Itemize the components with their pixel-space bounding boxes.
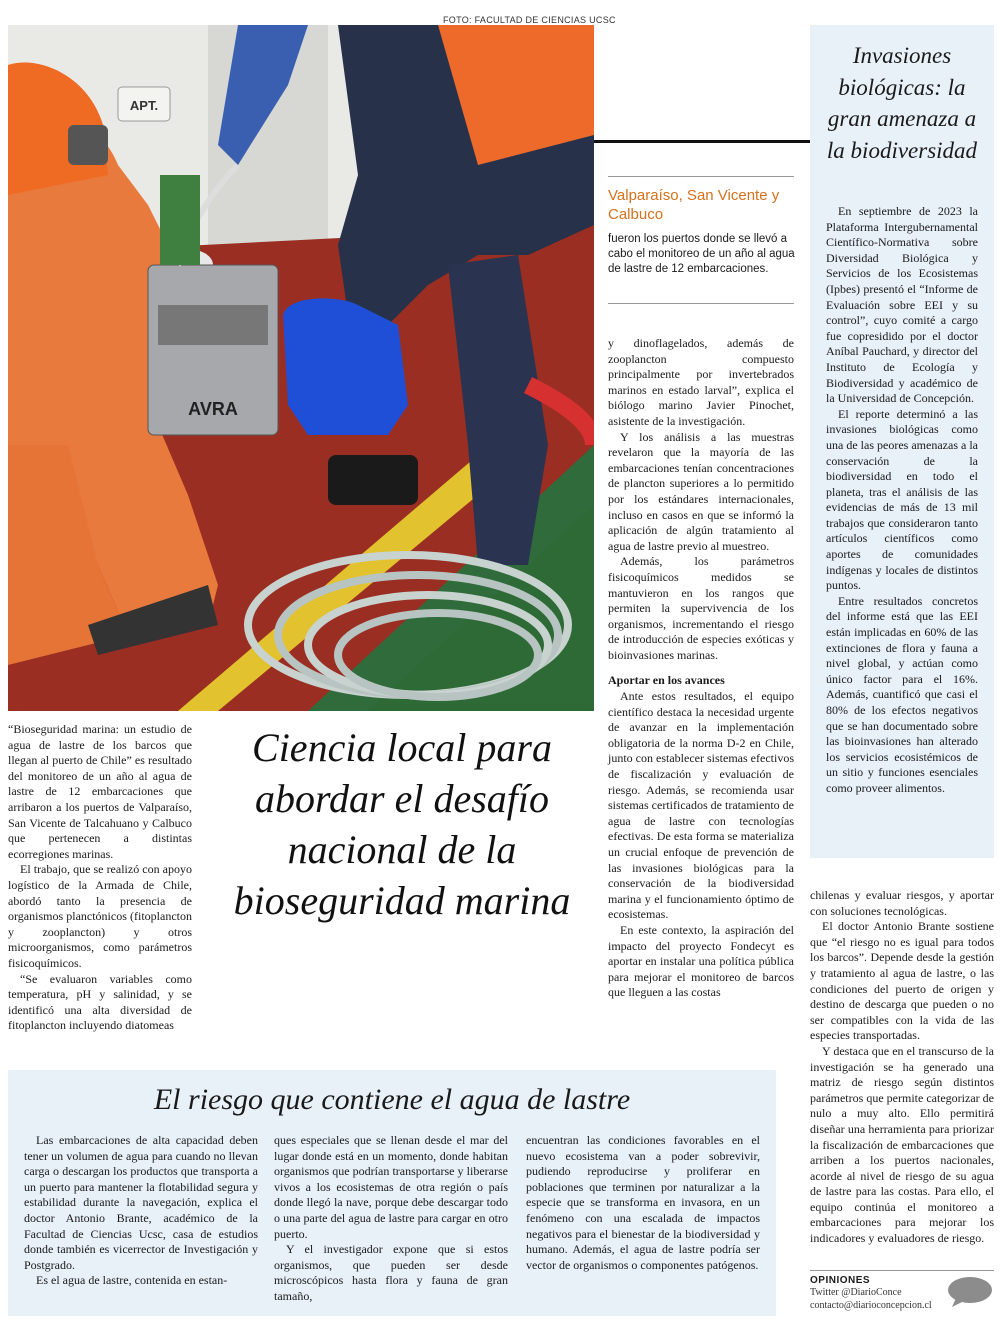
paragraph: ques especiales que se llenan desde el mar del lugar donde está en un momento, donde habitan organismos que podrían transportarse y liberarse vivos a los ecosistemas de otra región o país donde llegó la nave, porque debe descargar todo o una parte del agua de lastre para cargar en otro puerto. xyxy=(274,1133,508,1241)
paragraph: El trabajo, que se realizó con apoyo logístico de la Armada de Chile, abordó tanto la presencia de organismos planctónicos (fitoplancton y zooplancton) y otros microorganismos, como parámetros fisicoquímicos. xyxy=(8,862,192,970)
photo-credit: FOTO: FACULTAD DE CIENCIAS UCSC xyxy=(443,15,616,25)
article-column-1 xyxy=(8,722,192,1034)
paragraph: Ante estos resultados, el equipo científico destaca la necesidad urgente de avanzar en la implementación obligatoria de la norma D-2 en Chile, junto con establecer sistemas efectivos de fiscalización y evaluación de riesgo. Además, se recomienda usar sistemas certificados de tratamiento de agua de lastre con tecnologías efectivas. De esta forma se materializa un crucial enfoque de prevención de las invasiones biológicas para la conservación de la biodiversidad marina y el funcionamiento óptimo de ecosistemas. xyxy=(608,689,794,922)
pull-quote-rule-bottom xyxy=(608,303,794,304)
opinions-rule xyxy=(810,1270,994,1271)
article-column-4 xyxy=(810,888,994,1247)
pull-quote-body: fueron los puertos donde se llevó a cabo el monitoreo de un año al agua de lastre de 12 embarcaciones. xyxy=(608,233,795,275)
sidebar-text xyxy=(826,204,978,797)
paragraph: Y los análisis a las muestras revelaron que la mayoría de las embarcaciones tenían concentraciones de plancton superiores a lo permitido por los estándares internacionales, incluso en casos en que se informó la aplicación de algún tratamiento al agua de lastre previo al muestreo. xyxy=(608,429,794,553)
info-box-column-1 xyxy=(24,1133,258,1289)
paragraph: El reporte determinó a las invasiones biológicas como una de las peores amenazas a la conservación de la biodiversidad en todo el planeta, tras el análisis de las evidencias de más de 13 mil trabajos que consideraron tanto artículos científicos como aportes de comunidades indígenas y locales de distintos puntos. xyxy=(826,406,978,593)
paragraph: Además, los parámetros fisicoquímicos medidos se mantuvieron en los rangos que permiten la supervivencia de los organismos, incrementando el riesgo de introducción de especies exóticas y bioinvasiones marinas. xyxy=(608,554,794,662)
article-column-3 xyxy=(608,336,794,1001)
pull-quote-heading: Valparaíso, San Vicente y Calbuco xyxy=(608,187,780,223)
paragraph: chilenas y evaluar riesgos, y aportar con soluciones tecnológicas. xyxy=(810,888,994,918)
paragraph: y dinoflagelados, además de zooplancton compuesto principalmente por invertebrados marinos en estado larval”, explica el biólogo marino Javier Pinochet, asistente de la investigación. xyxy=(608,336,794,428)
paragraph: encuentran las condiciones favorables en el nuevo ecosistema van a poder sobrevivir, pudiendo reproducirse y proliferar en poblaciones que terminen por naturalizar a la especie que se transforma en invasora, en un fenómeno con una escalada de impactos negativos para el bienestar de la biodiversidad y humano. Además, el agua de lastre podría ser vector de organismos o componentes patógenos. xyxy=(526,1133,760,1272)
top-rule xyxy=(594,140,810,143)
paragraph: Es el agua de lastre, contenida en estan- xyxy=(36,1273,228,1288)
paragraph: El doctor Antonio Brante sostiene que “el riesgo no es igual para todos los barcos”. Depende desde la gestión y tratamiento al agua de lastre, o las condiciones del puerto de origen y destino de descarga que pueden o no ser compatibles con la vida de las especies transportadas. xyxy=(810,919,994,1043)
paragraph: Y el investigador expone que si estos organismos, que pueden ser desde microscópicos hasta flora y fauna de gran tamaño, xyxy=(274,1242,508,1303)
info-box-column-3 xyxy=(526,1133,760,1273)
machine-label: AVRA xyxy=(188,399,238,419)
paragraph: Y destaca que en el transcurso de la investigación se ha generado una matriz de riesgo según distintos parámetros que permite categorizar de nulo a muy alto. Ello permitirá diseñar una herramienta para priorizar la fiscalización de embarcaciones que arriben a los puertos nacionales, acorde al nivel de riesgo de su agua de lastre para las costas. Para ello, el equipo continúa el monitoreo a embarcaciones para mejorar los indicadores y evaluadores de riesgo. xyxy=(810,1043,994,1246)
paragraph: Las embarcaciones de alta capacidad deben tener un volumen de agua para cuando no llevan carga o descargan los productos que transporta a un puerto para mantener la flotabilidad segura y estabilidad durante la navegación, explica el doctor Antonio Brante, académico de la Facultad de Ciencias Ucsc, casa de estudios donde también es vicerrector de Investigación y Postgrado. xyxy=(24,1133,258,1272)
article-photo xyxy=(8,25,594,711)
sidebar-title: Invasiones biológicas: la gran amenaza a la biodiversidad xyxy=(826,43,978,163)
pull-quote-rule-top xyxy=(608,176,794,177)
opinions-twitter[interactable]: Twitter @DiarioConce xyxy=(810,1287,902,1298)
article-headline: Ciencia local para abordar el desafío nacional de la bioseguridad marina xyxy=(233,725,571,923)
paragraph: “Se evaluaron variables como temperatura, pH y salinidad, y se identificó una alta diversidad de fitoplancton incluyendo diatomeas xyxy=(8,971,192,1033)
info-box-title: El riesgo que contiene el agua de lastre xyxy=(153,1083,631,1116)
opinions-label: OPINIONES xyxy=(810,1275,871,1286)
paragraph: “Bioseguridad marina: un estudio de agua de lastre de los barcos que llegan al puerto de Chile” es resultado del monitoreo de un año al agua de lastre de 12 embarcaciones que arribaron a los puertos de Valparaíso, San Vicente de Talcahuano y Calbuco que pertenecen a distintas ecorregiones marinas. xyxy=(8,722,192,861)
opinions-email[interactable]: contacto@diarioconcepcion.cl xyxy=(810,1300,932,1311)
info-box-column-2 xyxy=(274,1133,508,1305)
wall-label: APT. xyxy=(129,98,159,113)
paragraph: En septiembre de 2023 la Plataforma Intergubernamental Científico-Normativa sobre Diversidad Biológica y Servicios de los Ecosistemas (Ipbes) presentó el “Informe de Evaluación sobre EEI y su control”, cuyo comité a cargo fue copresidido por el doctor Aníbal Pauchard, y director del Instituto de Ecología y Biodiversidad y académico de la Universidad de Concepción. xyxy=(826,204,978,406)
paragraph: En este contexto, la aspiración del impacto del proyecto Fondecyt es aportar en instalar una política pública para mejorar el monitoreo de barcos que lleguen a las costas xyxy=(608,922,794,1000)
speech-bubble-icon xyxy=(946,1276,994,1308)
section-subheading: Aportar en los avances xyxy=(608,673,725,688)
paragraph: Entre resultados concretos del informe está que las EEI están implicadas en 60% de las extinciones de flora y fauna a nivel global, y actúan como único factor para el 16%. Además, cuantificó que casi el 80% de los efectos negativos que se han documentado sobre las bioinvasiones han alterado los servicios ecosistémicos de un sitio y funciones esenciales como proveer alimentos. xyxy=(826,593,978,795)
